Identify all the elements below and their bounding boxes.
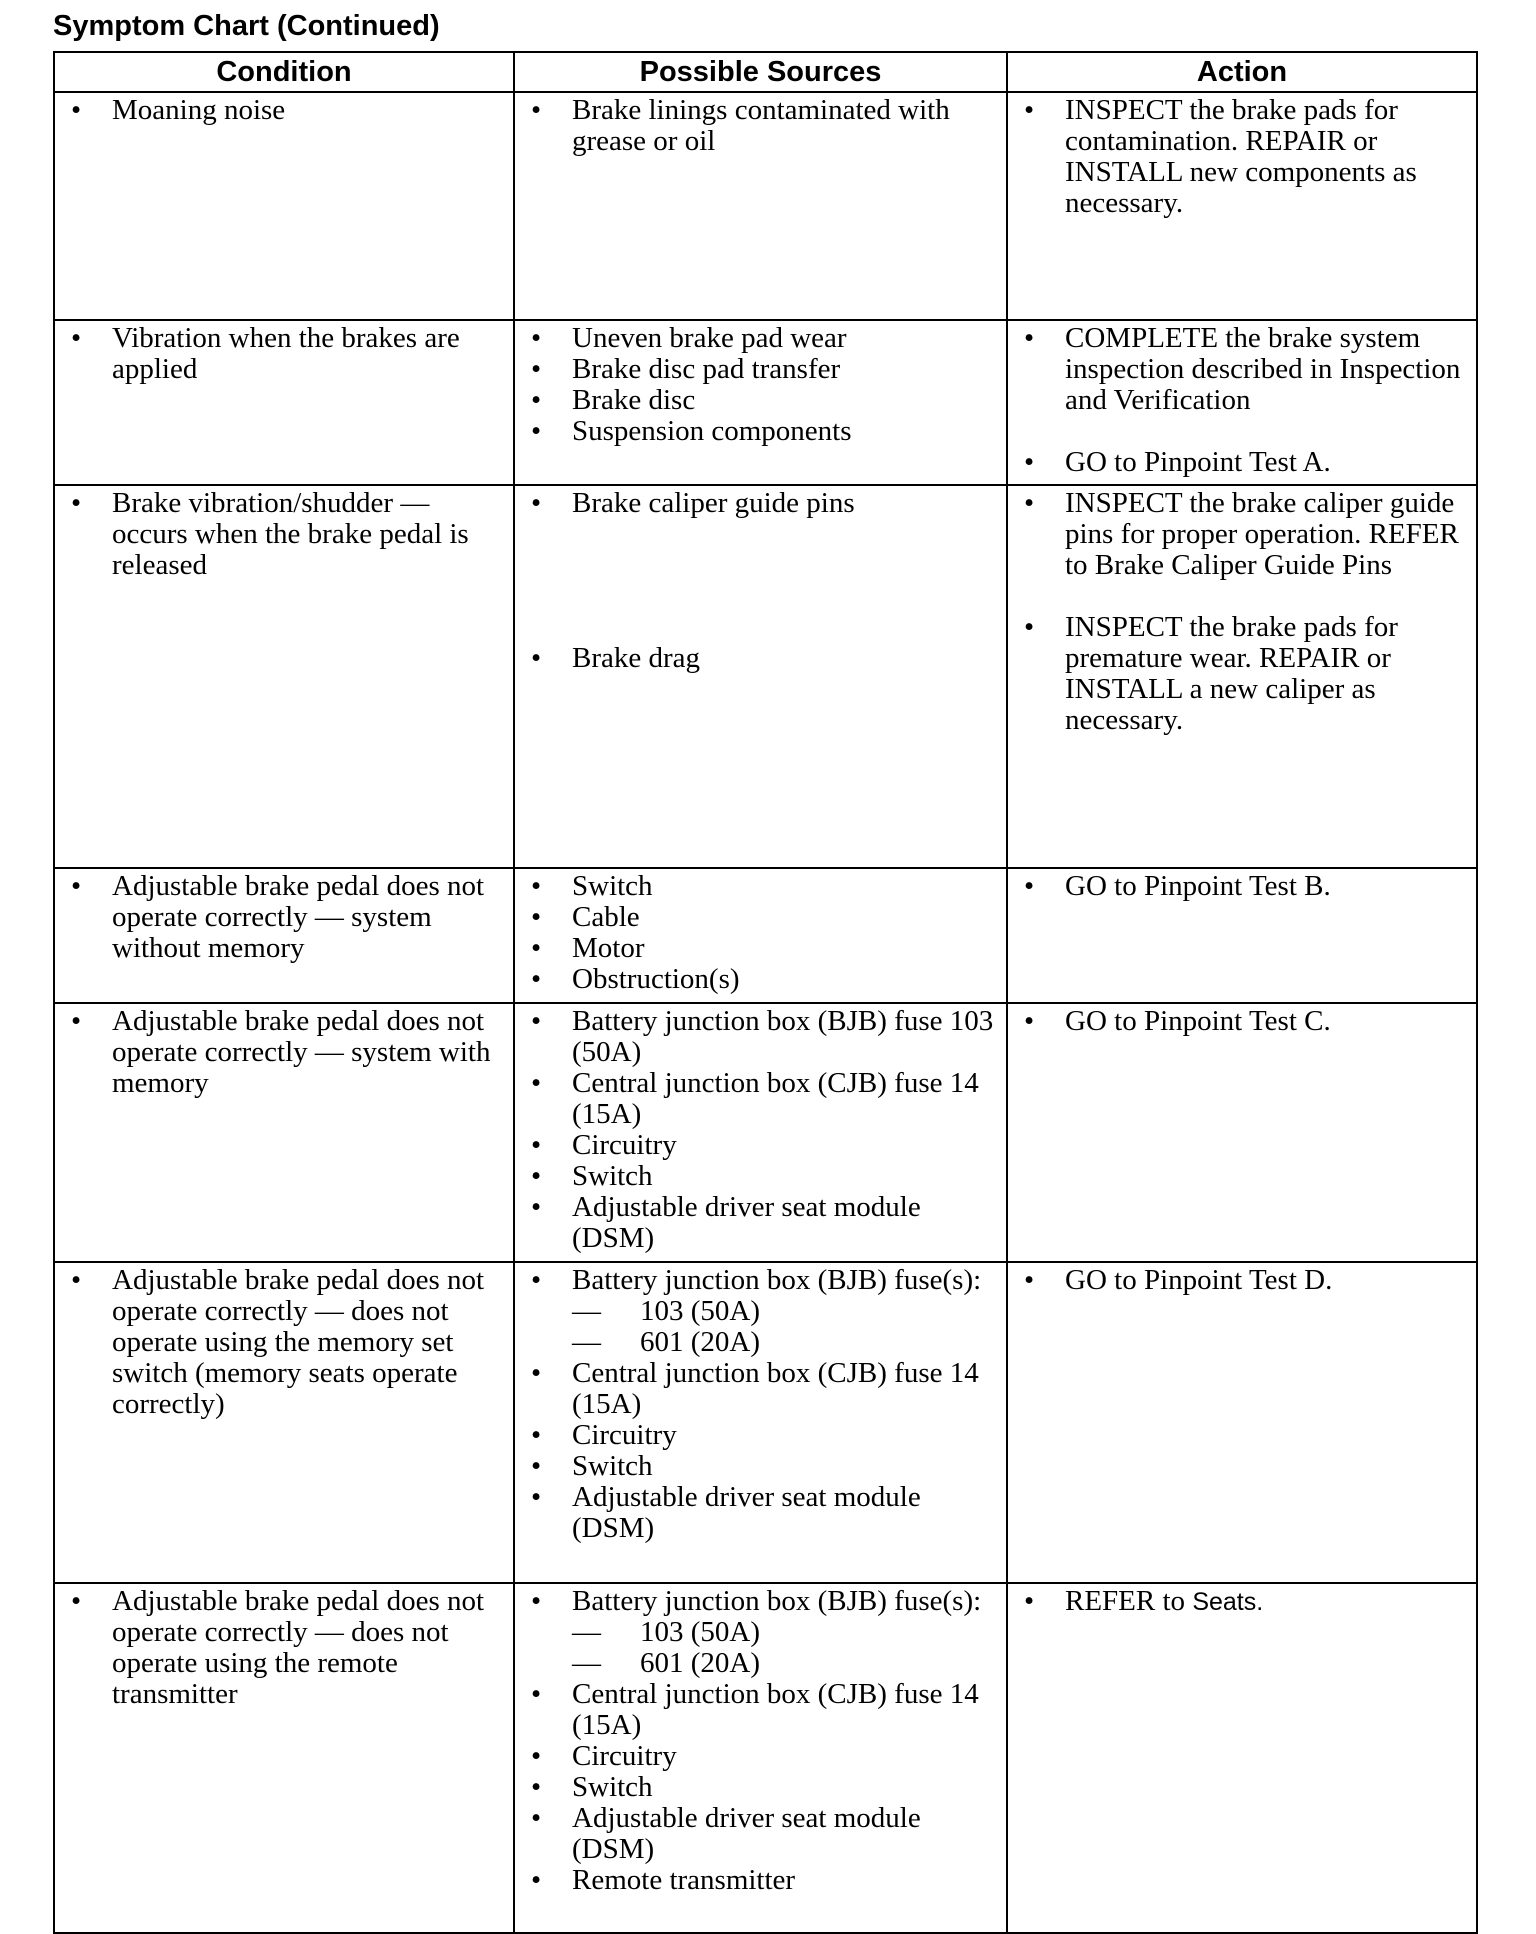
header-row (54, 52, 1477, 92)
source-item: • Brake disc (525, 385, 996, 416)
condition-text: • Brake vibration/shudder — occurs when the brake pedal is released (65, 488, 503, 581)
table-row (54, 868, 1477, 1003)
source-item: • Circuitry (525, 1130, 996, 1161)
action-text: REFER to (1065, 1585, 1186, 1617)
condition-cell (54, 1003, 514, 1262)
source-item: • Uneven brake pad wear (525, 323, 996, 354)
action-cell (1007, 868, 1477, 1003)
condition-text: • Adjustable brake pedal does not operate correctly — system with memory (65, 1006, 503, 1099)
action-item: • INSPECT the brake caliper guide pins for proper operation. REFER to Brake Caliper Guide Pins (1018, 488, 1466, 581)
condition-cell (54, 485, 514, 868)
source-item: • Brake caliper guide pins (525, 488, 996, 519)
action-item: • GO to Pinpoint Test C. (1018, 1006, 1466, 1037)
source-item: • Switch (525, 1161, 996, 1192)
action-item: • COMPLETE the brake system inspection described in Inspection and Verification (1018, 323, 1466, 416)
source-item: • Adjustable driver seat module (DSM) (525, 1803, 996, 1865)
source-item: • Brake drag (525, 643, 996, 674)
source-item: • Remote transmitter (525, 1865, 996, 1896)
page-title: Symptom Chart (Continued) (53, 10, 440, 42)
sources-cell (514, 320, 1007, 485)
fuse-item (572, 1648, 996, 1679)
source-item: • Central junction box (CJB) fuse 14 (15A) (525, 1358, 996, 1420)
sources-cell (514, 485, 1007, 868)
table-row (54, 1262, 1477, 1583)
header-possible-sources: Possible Sources (514, 52, 1007, 92)
table-row (54, 92, 1477, 320)
dash-glyph: — (572, 1326, 601, 1358)
source-item-text: Battery junction box (BJB) fuse(s): (572, 1264, 982, 1296)
table-row (54, 485, 1477, 868)
source-item (525, 1586, 996, 1679)
condition-text: • Vibration when the brakes are applied (65, 323, 503, 385)
source-item: • Circuitry (525, 1420, 996, 1451)
action-cell (1007, 485, 1477, 868)
action-cell (1007, 1583, 1477, 1933)
dash-glyph: — (572, 1647, 601, 1679)
action-item: • GO to Pinpoint Test B. (1018, 871, 1466, 902)
condition-cell (54, 1583, 514, 1933)
source-item: • Switch (525, 871, 996, 902)
condition-text: • Moaning noise (65, 95, 503, 126)
action-item: • GO to Pinpoint Test D. (1018, 1265, 1466, 1296)
condition-cell (54, 1262, 514, 1583)
source-item: • Central junction box (CJB) fuse 14 (15A) (525, 1068, 996, 1130)
fuse-text: 103 (50A) (640, 1616, 761, 1648)
dash-glyph: — (572, 1616, 601, 1648)
fuse-text: 103 (50A) (640, 1295, 761, 1327)
action-cell (1007, 1003, 1477, 1262)
action-cell (1007, 92, 1477, 320)
source-item-text: Battery junction box (BJB) fuse(s): (572, 1585, 982, 1617)
action-item: • GO to Pinpoint Test A. (1018, 447, 1466, 478)
condition-cell (54, 320, 514, 485)
action-item (1018, 1586, 1466, 1618)
source-item: • Adjustable driver seat module (DSM) (525, 1482, 996, 1544)
dash-glyph: — (572, 1295, 601, 1327)
sources-cell (514, 1003, 1007, 1262)
condition-cell (54, 868, 514, 1003)
header-action: Action (1007, 52, 1477, 92)
source-item: • Switch (525, 1451, 996, 1482)
table-row (54, 1003, 1477, 1262)
action-cell (1007, 320, 1477, 485)
sources-cell (514, 1262, 1007, 1583)
source-item: • Suspension components (525, 416, 996, 447)
source-item: • Brake linings contaminated with grease or oil (525, 95, 996, 157)
source-item: • Switch (525, 1772, 996, 1803)
source-item: • Circuitry (525, 1741, 996, 1772)
fuse-item (572, 1296, 996, 1327)
source-item: • Brake disc pad transfer (525, 354, 996, 385)
source-item: • Adjustable driver seat module (DSM) (525, 1192, 996, 1254)
action-cell (1007, 1262, 1477, 1583)
condition-text: • Adjustable brake pedal does not operate correctly — system without memory (65, 871, 503, 964)
sources-cell (514, 92, 1007, 320)
sources-cell (514, 1583, 1007, 1933)
table-row (54, 1583, 1477, 1933)
source-item: • Battery junction box (BJB) fuse 103 (50A) (525, 1006, 996, 1068)
sources-cell (514, 868, 1007, 1003)
symptom-chart (53, 51, 1478, 1934)
fuse-item (572, 1617, 996, 1648)
condition-cell (54, 92, 514, 320)
fuse-text: 601 (20A) (640, 1326, 761, 1358)
header-condition: Condition (54, 52, 514, 92)
source-item (525, 1265, 996, 1358)
condition-text: • Adjustable brake pedal does not operate correctly — does not operate using the remote transmitter (65, 1586, 503, 1710)
source-item: • Motor (525, 933, 996, 964)
action-item: • INSPECT the brake pads for premature wear. REPAIR or INSTALL a new caliper as necessary. (1018, 612, 1466, 736)
table-row (54, 320, 1477, 485)
condition-text: • Adjustable brake pedal does not operate correctly — does not operate using the memory set switch (memory seats operate correctly) (65, 1265, 503, 1420)
source-item: • Cable (525, 902, 996, 933)
action-item: • INSPECT the brake pads for contamination. REPAIR or INSTALL new components as necessary. (1018, 95, 1466, 219)
source-item: • Obstruction(s) (525, 964, 996, 995)
fuse-text: 601 (20A) (640, 1647, 761, 1679)
seats-reference: Seats. (1192, 1588, 1264, 1616)
source-item: • Central junction box (CJB) fuse 14 (15A) (525, 1679, 996, 1741)
fuse-item (572, 1327, 996, 1358)
